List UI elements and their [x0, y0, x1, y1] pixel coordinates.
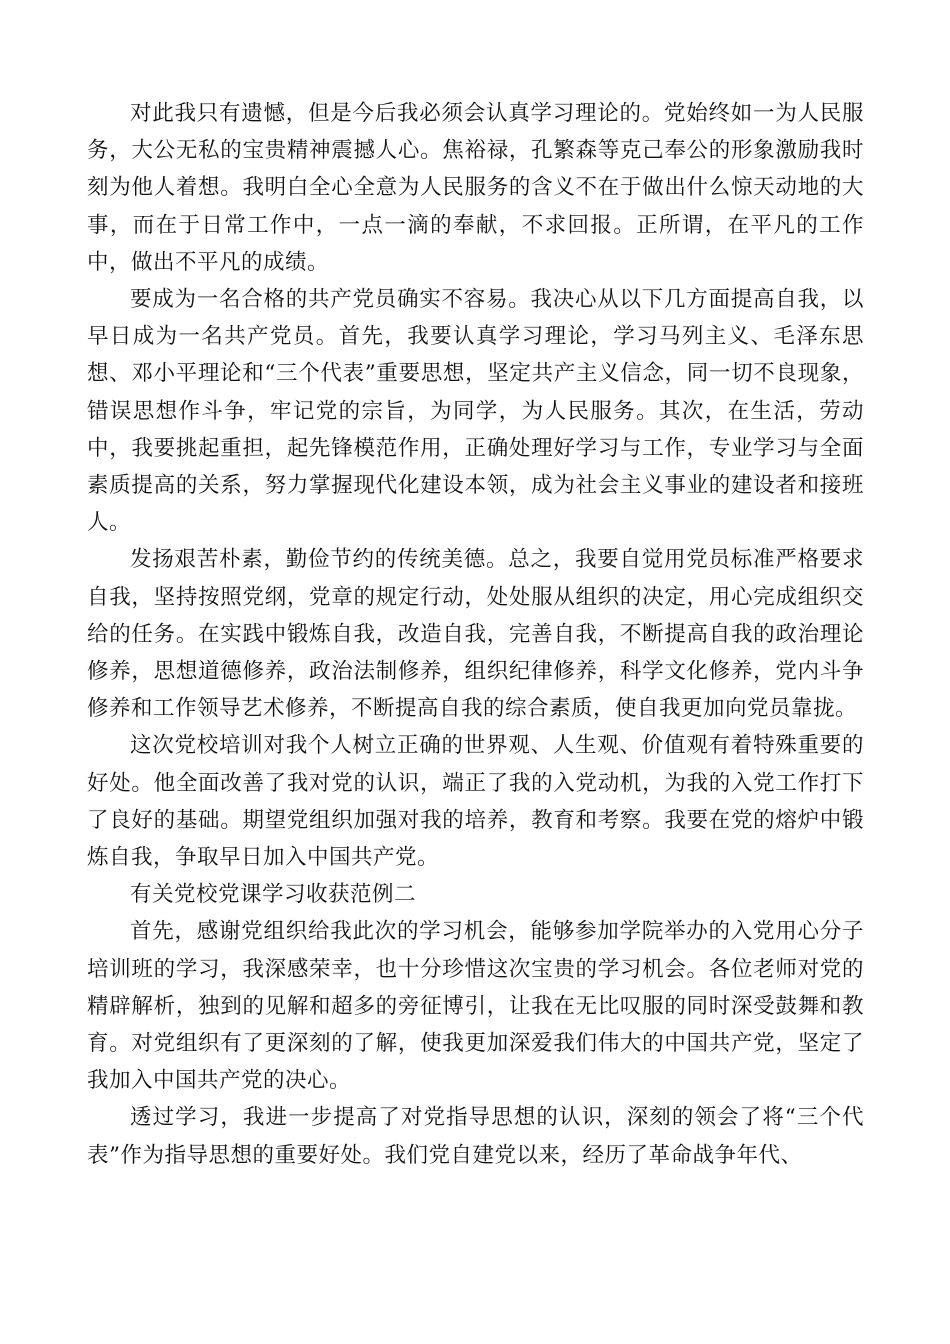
paragraph-regret-and-service: 对此我只有遗憾，但是今后我必须会认真学习理论的。党始终如一为人民服务，大公无私的宝贵精神震撼人心。焦裕禄，孔繁森等克己奉公的形象激励我时刻为他人着想。我明白全心全意为人民服务的含义不在于做出什么惊天动地的大事，而在于日常工作中，一点一滴的奉献，不求回报。正所谓，在平凡的工作中，做出不平凡的成绩。 — [87, 101, 864, 275]
paragraph-becoming-party-member: 要成为一名合格的共产党员确实不容易。我决心从以下几方面提高自我，以早日成为一名共产党员。首先，我要认真学习理论，学习马列主义、毛泽东思想、邓小平理论和“三个代表”重要思想，坚定共产主义信念，同一切不良现象，错误思想作斗争，牢记党的宗旨，为同学，为人民服务。其次，在生活，劳动中，我要挑起重担，起先锋模范作用，正确处理好学习与工作，专业学习与全面素质提高的关系，努力掌握现代化建设本领，成为社会主义事业的建设者和接班人。 — [87, 287, 864, 536]
section-heading-example-two: 有关党校党课学习收获范例二 — [130, 882, 417, 908]
paragraph-hard-work-virtue: 发扬艰苦朴素，勤俭节约的传统美德。总之，我要自觉用党员标准严格要求自我，坚持按照党纲，党章的规定行动，处处服从组织的决定，用心完成组织交给的任务。在实践中锻炼自我，改造自我，完善自我，不断提高自我的政治理论修养，思想道德修养，政治法制修养，组织纪律修养，科学文化修养，党内斗争修养和工作领导艺术修养，不断提高自我的综合素质，使自我更加向党员靠拢。 — [87, 547, 864, 722]
paragraph-training-benefits: 这次党校培训对我个人树立正确的世界观、人生观、价值观有着特殊重要的好处。他全面改善了我对党的认识，端正了我的入党动机，为我的入党工作打下了良好的基础。期望党组织加强对我的培养，教育和考察。我要在党的熔炉中锻炼自我，争取早日加入中国共产党。 — [87, 733, 864, 871]
paragraph-thanks-to-party: 首先，感谢党组织给我此次的学习机会，能够参加学院举办的入党用心分子培训班的学习，我深感荣幸，也十分珍惜这次宝贵的学习机会。各位老师对党的精辟解析，独到的见解和超多的旁征博引，让我在无比叹服的同时深受鼓舞和教育。对党组织有了更深刻的了解，使我更加深爱我们伟大的中国共产党，坚定了我加入中国共产党的决心。 — [87, 919, 864, 1094]
paragraph-guiding-thought: 透过学习，我进一步提高了对党指导思想的认识，深刻的领会了将“三个代表”作为指导思想的重要好处。我们党自建党以来，经历了革命战争年代、 — [87, 1105, 864, 1168]
